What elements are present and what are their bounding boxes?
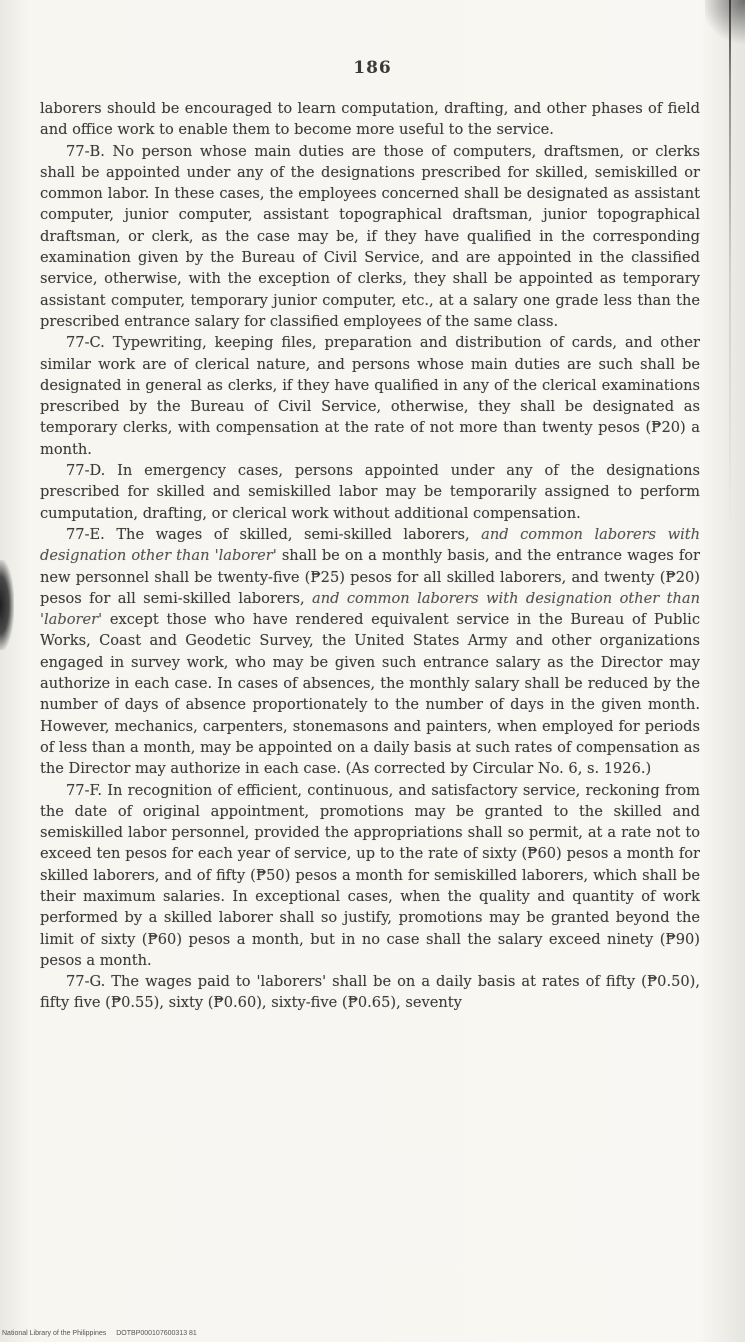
footer-code: DOTBP000107600313 81 <box>116 1330 197 1337</box>
footer <box>2 1330 197 1337</box>
paragraph-77e-italic1: and common laborers with designation other than 'laborer' <box>40 525 700 565</box>
paragraph-77b: 77-B. No person whose main duties are those of computers, draftsmen, or clerks shall be appointed under any of the designations prescribed for skilled, semiskilled or common labor. In these cases, the employees concerned shall be designated as assistant computer, junior computer, assistant topographical draftsman, junior topographical draftsman, or clerk, as the case may be, if they have qualified in the corresponding examination given by the Bureau of Civil Service, and are appointed in the classified service, otherwise, with the exception of clerks, they shall be appointed as temporary assistant computer, temporary junior computer, etc., at a salary one grade less than the prescribed entrance salary for classified employees of the same class. <box>40 142 700 330</box>
paragraph-continued: laborers should be encouraged to learn computation, drafting, and other phases of field and office work to enable them to become more useful to the service. <box>40 100 700 139</box>
footer-library: National Library of the Philippines <box>2 1330 107 1337</box>
body-text <box>40 98 700 1014</box>
paragraph-77c: 77-C. Typewriting, keeping files, preparation and distribution of cards, and other similar work are of clerical nature, and persons whose main duties are such shall be designated in general as clerks, if they have qualified in any of the clerical examinations prescribed by the Bureau of Civil Service, otherwise, they shall be designated as temporary clerks, with compensation at the rate of not more than twenty pesos (₱20) a month. <box>40 334 700 458</box>
paragraph-77d: 77-D. In emergency cases, persons appointed under any of the designations prescribed for skilled and semiskilled labor may be temporarily assigned to perform cumputation, drafting, or clerical work without additional compensation. <box>40 462 700 522</box>
paragraph-77e-part2: shall be on a monthly basis, and the entrance wages for new personnel shall be twenty-five (₱25) pesos for all skilled laborers, and twenty (₱20) pesos for all semi-skilled laborers, <box>40 547 700 607</box>
corner-shadow <box>705 0 745 50</box>
page-edge <box>729 0 731 1342</box>
paragraph-77g: 77-G. The wages paid to 'laborers' shall be on a daily basis at rates of fifty (₱0.50), fifty five (₱0.55), sixty (₱0.60), sixty-five (₱0.65), seventy <box>40 973 700 1012</box>
paragraph-77f: 77-F. In recognition of efficient, continuous, and satisfactory service, reckoning from the date of original appointment, promotions may be granted to the skilled and semiskilled labor personnel, provided the appropriations shall so permit, at a rate not to exceed ten pesos for each year of service, up to the rate of sixty (₱60) pesos a month for skilled laborers, and of fifty (₱50) pesos a month for semiskilled laborers, which shall be their maximum salaries. In exceptional cases, when the quality and quantity of work performed by a skilled laborer shall so justify, promotions may be granted beyond the limit of sixty (₱60) pesos a month, but in no case shall the salary exceed ninety (₱90) pesos a month. <box>40 781 700 969</box>
paragraph-77e-part1: 77-E. The wages of skilled, semi-skilled laborers, <box>66 525 470 543</box>
paragraph-77e-part3: except those who have rendered equivalent service in the Bureau of Public Works, Coast and Geodetic Survey, the United States Army and other organizations engaged in survey work, who may be given such entrance salary as the Director may authorize in each case. In cases of absences, the monthly salary shall be reduced by the number of days of absence proportionately to the number of days in the given month. However, mechanics, carpenters, stonemasons and painters, when employed for periods of less than a month, may be appointed on a daily basis at such rates of compensation as the Director may authorize in each case. (As corrected by Circular No. 6, s. 1926.) <box>40 611 700 778</box>
paragraph-77e <box>40 524 700 780</box>
page-number: 186 <box>353 58 392 78</box>
paragraph-77e-italic2: and common laborers with designation other than 'laborer' <box>40 589 700 629</box>
binding-mark <box>0 560 14 650</box>
